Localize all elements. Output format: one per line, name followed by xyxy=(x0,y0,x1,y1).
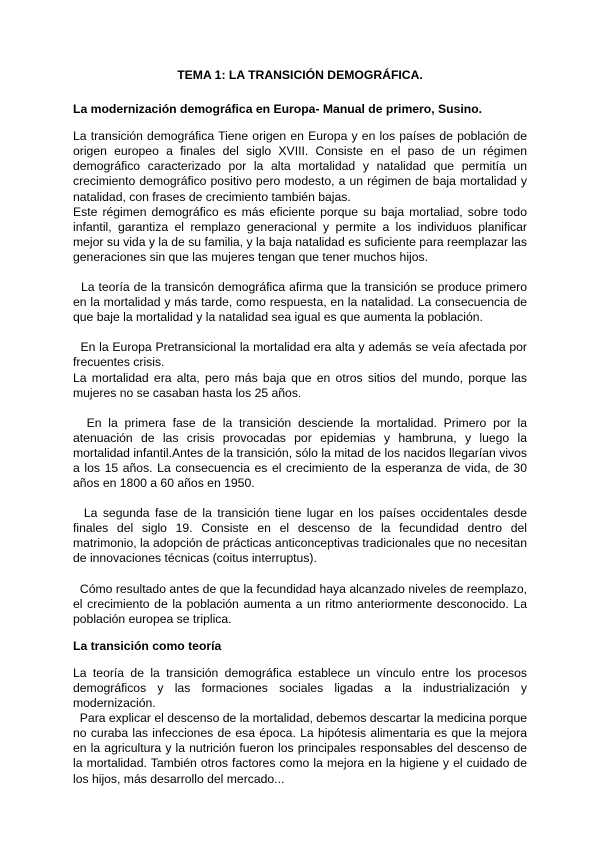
paragraph-2: Este régimen demográfico es más eficiente porque su baja mortaliad, sobre todo infantil, garantiza el remplazo generacional y permite a los individuos planificar mejor su vida y la de su familia, y la baja natalidad es suficiente para reemplazar las generaciones sin que las mujeres tengan que tener muchos hijos. xyxy=(73,204,527,264)
paragraph-5: La mortalidad era alta, pero más baja que en otros sitios del mundo, porque las mujeres no se casaban hasta los 25 años. xyxy=(73,370,527,400)
document-title: TEMA 1: LA TRANSICIÓN DEMOGRÁFICA. xyxy=(177,68,423,82)
paragraph-4 xyxy=(73,340,527,370)
paragraph-6-text: En la primera fase de la transición desciende la mortalidad. Primero por la atenuación de las crisis provocadas por epidemias y hambruna, y luego la mortalidad infantil.Antes de la transición, sólo la mitad de los nacidos llegarían vivos a los 15 años. La consecuencia es el crecimiento de la esperanza de vida, de 30 años en 1800 a 60 años en 1950. xyxy=(73,415,527,491)
paragraph-7 xyxy=(73,506,527,566)
paragraph-10-text: Para explicar el descenso de la mortalidad, debemos descartar la medicina porque no curaba las infecciones de esa época. La hipótesis alimentaria es que la mejora en la agricultura y la nutrición fueron los principales responsables del descenso de la mortalidad. También otros factores como la mejora en la higiene y el cuidado de los hijos, más desarrollo del mercado... xyxy=(73,711,527,786)
document-page xyxy=(73,68,527,787)
section-heading-modernizacion: La modernización demográfica en Europa- Manual de primero, Susino. xyxy=(73,102,483,117)
paragraph-6 xyxy=(73,416,527,491)
paragraph-4-text: En la Europa Pretransicional la mortalidad era alta y además se veía afectada por frecuentes crisis. xyxy=(73,340,527,370)
paragraph-9: La teoría de la transición demográfica establece un vínculo entre los procesos demográficos y las formaciones sociales ligadas a la industrialización y modernización. xyxy=(73,665,527,711)
paragraph-1: La transición demográfica Tiene origen en Europa y en los países de población de origen europeo a finales del siglo XVIII. Consiste en el paso de un régimen demográfico caracterizado por la alta mortalidad y natalidad que permitía un crecimiento demográfico positivo pero modesto, a un régimen de baja mortalidad y natalidad, con frases de crecimiento también bajas. xyxy=(73,129,527,204)
section-heading-teoria: La transición como teoría xyxy=(73,638,222,653)
paragraph-3-text: La teoría de la transicón demográfica afirma que la transición se produce primero en la mortalidad y más tarde, como respuesta, en la natalidad. La consecuencia de que baje la mortalidad y la natalidad sea igual es que aumenta la población. xyxy=(73,280,527,325)
paragraph-10 xyxy=(73,711,527,786)
paragraph-8 xyxy=(73,582,527,627)
paragraph-8-text: Cómo resultado antes de que la fecundidad haya alcanzado niveles de reemplazo, el crecimiento de la población aumenta a un ritmo anteriormente desconocido. La población europea se triplica. xyxy=(73,581,527,626)
paragraph-7-text: La segunda fase de la transición tiene lugar en los países occidentales desde finales del siglo 19. Consiste en el descenso de la fecundidad dentro del matrimonio, la adopción de prácticas anticonceptivas tradicionales que no necesitan de innovaciones técnicas (coitus interruptus). xyxy=(73,506,527,566)
paragraph-3 xyxy=(73,280,527,325)
